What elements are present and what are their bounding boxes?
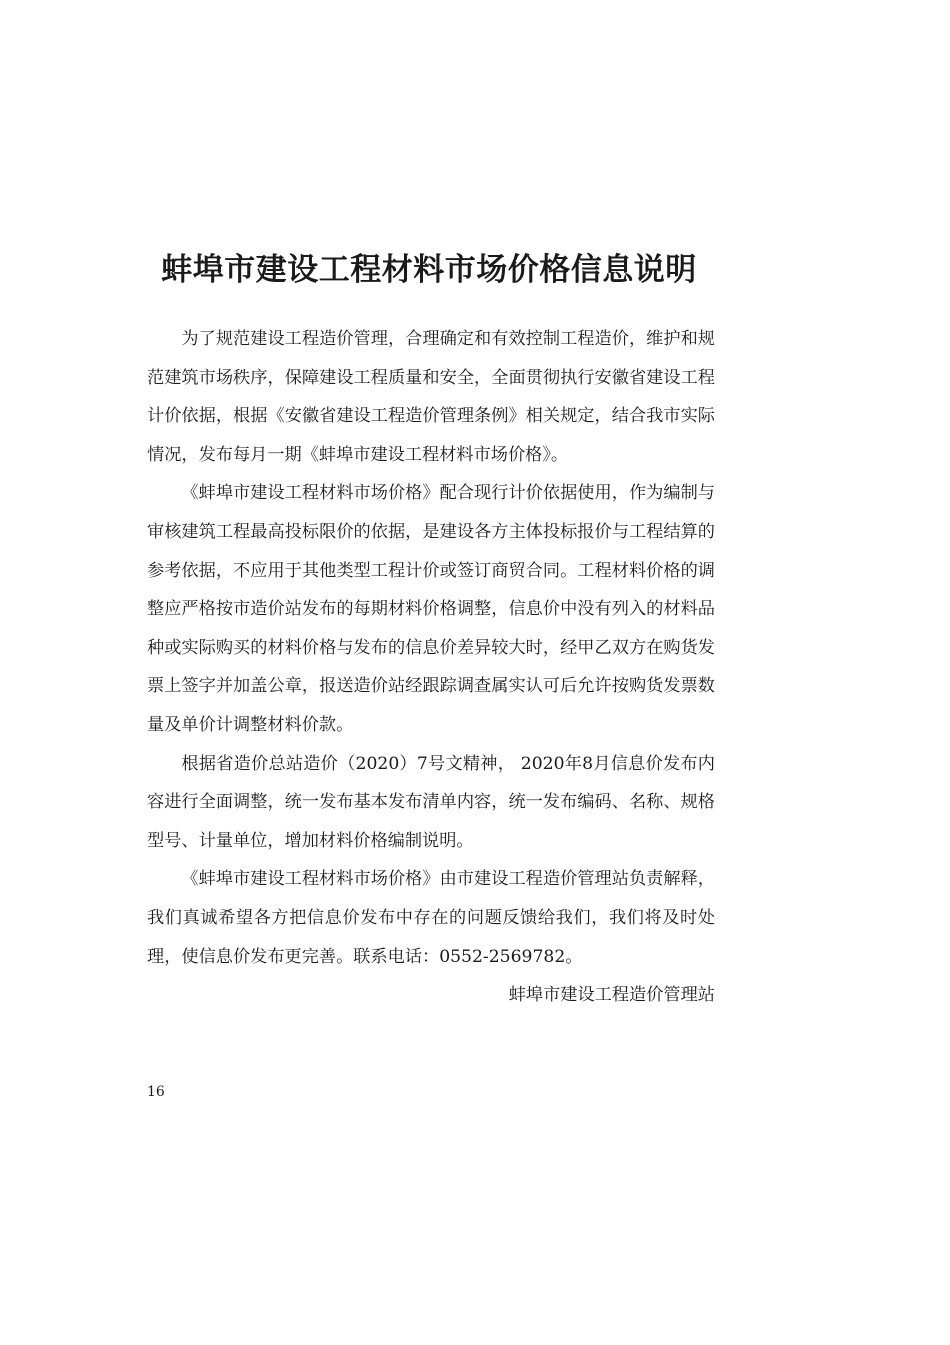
signature: 蚌埠市建设工程造价管理站 bbox=[508, 985, 715, 1006]
paragraph-1: 为了规范建设工程造价管理，合理确定和有效控制工程造价，维护和规范建筑市场秩序，保障建设工程质量和安全，全面贯彻执行安徽省建设工程计价依据，根据《安徽省建设工程造价管理条例》相关规定，结合我市实际情况，发布每月一期《蚌埠市建设工程材料市场价格》。 bbox=[147, 329, 715, 465]
paragraph-3: 根据省造价总站造价（2020）7号文精神， 2020年8月信息价发布内容进行全面调整，统一发布基本发布清单内容，统一发布编码、名称、规格型号、计量单位，增加材料价格编制说明。 bbox=[147, 753, 715, 851]
document-body bbox=[147, 320, 715, 1015]
paragraph-2: 《蚌埠市建设工程材料市场价格》配合现行计价依据使用，作为编制与审核建筑工程最高投标限价的依据，是建设各方主体投标报价与工程结算的参考依据，不应用于其他类型工程计价或签订商贸合同。工程材料价格的调整应严格按市造价站发布的每期材料价格调整，信息价中没有列入的材料品种或实际购买的材料价格与发布的信息价差异较大时，经甲乙双方在购货发票上签字并加盖公章，报送造价站经跟踪调查属实认可后允许按购货发票数量及单价计调整材料价款。 bbox=[147, 483, 715, 735]
paragraph-4: 《蚌埠市建设工程材料市场价格》由市建设工程造价管理站负责解释，我们真诚希望各方把信息价发布中存在的问题反馈给我们，我们将及时处理，使信息价发布更完善。联系电话：0552-2569782。 bbox=[147, 869, 715, 967]
page-number: 16 bbox=[147, 1084, 165, 1100]
document-title: 蚌埠市建设工程材料市场价格信息说明 bbox=[161, 252, 697, 288]
